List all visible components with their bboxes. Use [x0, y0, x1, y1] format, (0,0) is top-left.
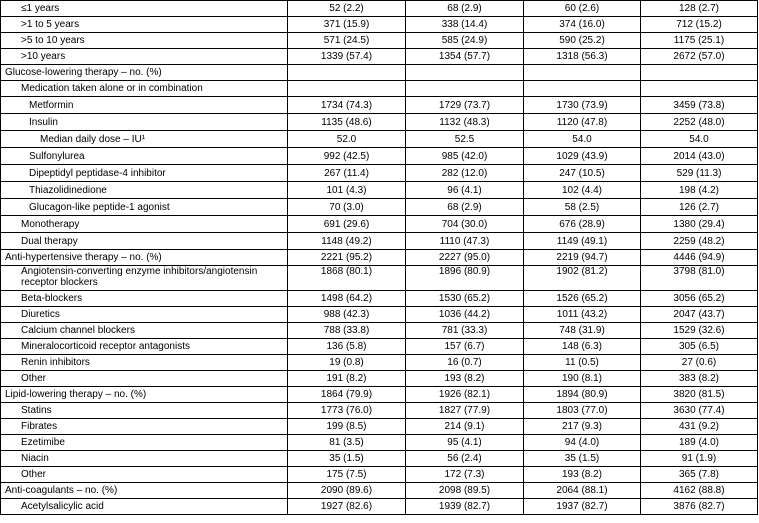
group-3-value: 54.0: [524, 131, 641, 148]
group-3-value: 748 (31.9): [524, 323, 641, 339]
row-label: Niacin: [1, 451, 288, 467]
group-2-value: 96 (4.1): [406, 182, 524, 199]
group-2-value: [406, 81, 524, 97]
table-row: [1, 114, 758, 131]
group-2-value: 2227 (95.0): [406, 250, 524, 266]
group-3-value: 2064 (88.1): [524, 483, 641, 499]
group-2-value: 1036 (44.2): [406, 307, 524, 323]
group-2-value: 157 (6.7): [406, 339, 524, 355]
row-label: Glucose-lowering therapy – no. (%): [1, 65, 288, 81]
group-2-value: 1729 (73.7): [406, 97, 524, 114]
group-3-value: 1149 (49.1): [524, 233, 641, 250]
total-value: 4162 (88.8): [641, 483, 758, 499]
group-1-value: 371 (15.9): [288, 17, 406, 33]
row-label: >5 to 10 years: [1, 33, 288, 49]
group-2-value: 985 (42.0): [406, 148, 524, 165]
group-3-value: 11 (0.5): [524, 355, 641, 371]
group-3-value: 1803 (77.0): [524, 403, 641, 419]
group-3-value: 374 (16.0): [524, 17, 641, 33]
total-value: 365 (7.8): [641, 467, 758, 483]
total-value: 2672 (57.0): [641, 49, 758, 65]
row-label: Statins: [1, 403, 288, 419]
group-1-value: 1868 (80.1): [288, 266, 406, 291]
table-row: [1, 435, 758, 451]
group-2-value: 781 (33.3): [406, 323, 524, 339]
group-2-value: 1132 (48.3): [406, 114, 524, 131]
group-3-value: 94 (4.0): [524, 435, 641, 451]
group-2-value: 1939 (82.7): [406, 499, 524, 515]
group-3-value: 148 (6.3): [524, 339, 641, 355]
row-label: Ezetimibe: [1, 435, 288, 451]
total-value: 3630 (77.4): [641, 403, 758, 419]
group-2-value: 1827 (77.9): [406, 403, 524, 419]
group-1-value: 101 (4.3): [288, 182, 406, 199]
table-row: [1, 97, 758, 114]
total-value: 128 (2.7): [641, 1, 758, 17]
group-2-value: 1530 (65.2): [406, 291, 524, 307]
row-label: Anti-coagulants – no. (%): [1, 483, 288, 499]
group-1-value: 1927 (82.6): [288, 499, 406, 515]
table-row: [1, 451, 758, 467]
group-3-value: 1526 (65.2): [524, 291, 641, 307]
table-row: [1, 250, 758, 266]
group-3-value: 60 (2.6): [524, 1, 641, 17]
table-row: [1, 323, 758, 339]
row-label: Sulfonylurea: [1, 148, 288, 165]
group-1-value: 1339 (57.4): [288, 49, 406, 65]
table-row: [1, 81, 758, 97]
group-1-value: 1864 (79.9): [288, 387, 406, 403]
row-label: Other: [1, 371, 288, 387]
total-value: 1380 (29.4): [641, 216, 758, 233]
group-1-value: 52 (2.2): [288, 1, 406, 17]
row-label: Fibrates: [1, 419, 288, 435]
table-row: [1, 216, 758, 233]
group-1-value: 992 (42.5): [288, 148, 406, 165]
total-value: [641, 81, 758, 97]
total-value: 1175 (25.1): [641, 33, 758, 49]
total-value: 189 (4.0): [641, 435, 758, 451]
table-row: [1, 17, 758, 33]
group-2-value: 2098 (89.5): [406, 483, 524, 499]
table-row: [1, 467, 758, 483]
group-3-value: 1120 (47.8): [524, 114, 641, 131]
table-row: [1, 403, 758, 419]
group-3-value: 2219 (94.7): [524, 250, 641, 266]
total-value: 91 (1.9): [641, 451, 758, 467]
total-value: 2047 (43.7): [641, 307, 758, 323]
total-value: 3798 (81.0): [641, 266, 758, 291]
group-2-value: 1110 (47.3): [406, 233, 524, 250]
table-row: [1, 131, 758, 148]
group-2-value: 95 (4.1): [406, 435, 524, 451]
group-3-value: 1902 (81.2): [524, 266, 641, 291]
row-label: Thiazolidinedione: [1, 182, 288, 199]
total-value: 712 (15.2): [641, 17, 758, 33]
table-row: [1, 339, 758, 355]
group-1-value: [288, 81, 406, 97]
total-value: 2014 (43.0): [641, 148, 758, 165]
total-value: 3876 (82.7): [641, 499, 758, 515]
total-value: 3056 (65.2): [641, 291, 758, 307]
row-label: Angiotensin-converting enzyme inhibitors/angiotensin receptor blockers: [1, 266, 288, 291]
group-2-value: 585 (24.9): [406, 33, 524, 49]
group-3-value: 1011 (43.2): [524, 307, 641, 323]
table-row: [1, 387, 758, 403]
group-1-value: 52.0: [288, 131, 406, 148]
table-row: [1, 355, 758, 371]
group-3-value: 676 (28.9): [524, 216, 641, 233]
group-1-value: 191 (8.2): [288, 371, 406, 387]
group-1-value: 81 (3.5): [288, 435, 406, 451]
table-row: [1, 1, 758, 17]
group-1-value: 1135 (48.6): [288, 114, 406, 131]
table-row: [1, 499, 758, 515]
group-1-value: 2090 (89.6): [288, 483, 406, 499]
total-value: [641, 65, 758, 81]
group-1-value: 19 (0.8): [288, 355, 406, 371]
group-1-value: 1734 (74.3): [288, 97, 406, 114]
group-2-value: 56 (2.4): [406, 451, 524, 467]
group-1-value: 1773 (76.0): [288, 403, 406, 419]
total-value: 54.0: [641, 131, 758, 148]
group-3-value: 217 (9.3): [524, 419, 641, 435]
total-value: 1529 (32.6): [641, 323, 758, 339]
row-label: Anti-hypertensive therapy – no. (%): [1, 250, 288, 266]
group-2-value: 172 (7.3): [406, 467, 524, 483]
table-body: [1, 1, 758, 515]
group-1-value: 691 (29.6): [288, 216, 406, 233]
group-2-value: 1896 (80.9): [406, 266, 524, 291]
group-3-value: 247 (10.5): [524, 165, 641, 182]
row-label: Dual therapy: [1, 233, 288, 250]
row-label: >10 years: [1, 49, 288, 65]
group-3-value: 1730 (73.9): [524, 97, 641, 114]
group-3-value: 190 (8.1): [524, 371, 641, 387]
row-label: Monotherapy: [1, 216, 288, 233]
table-row: [1, 182, 758, 199]
row-label: Beta-blockers: [1, 291, 288, 307]
row-label: Diuretics: [1, 307, 288, 323]
row-label: Dipeptidyl peptidase-4 inhibitor: [1, 165, 288, 182]
group-1-value: 988 (42.3): [288, 307, 406, 323]
row-label: Glucagon-like peptide-1 agonist: [1, 199, 288, 216]
table-row: [1, 65, 758, 81]
group-3-value: 193 (8.2): [524, 467, 641, 483]
total-value: 305 (6.5): [641, 339, 758, 355]
group-2-value: 68 (2.9): [406, 1, 524, 17]
total-value: 2259 (48.2): [641, 233, 758, 250]
total-value: 2252 (48.0): [641, 114, 758, 131]
row-label: Lipid-lowering therapy – no. (%): [1, 387, 288, 403]
group-2-value: 338 (14.4): [406, 17, 524, 33]
group-2-value: 52.5: [406, 131, 524, 148]
table-row: [1, 233, 758, 250]
group-1-value: 175 (7.5): [288, 467, 406, 483]
group-3-value: 1894 (80.9): [524, 387, 641, 403]
table-row: [1, 483, 758, 499]
total-value: 431 (9.2): [641, 419, 758, 435]
total-value: 27 (0.6): [641, 355, 758, 371]
total-value: 529 (11.3): [641, 165, 758, 182]
group-2-value: 704 (30.0): [406, 216, 524, 233]
total-value: 4446 (94.9): [641, 250, 758, 266]
row-label: Acetylsalicylic acid: [1, 499, 288, 515]
table-row: [1, 148, 758, 165]
table-row: [1, 165, 758, 182]
group-2-value: 68 (2.9): [406, 199, 524, 216]
group-1-value: 267 (11.4): [288, 165, 406, 182]
group-2-value: 282 (12.0): [406, 165, 524, 182]
group-2-value: 1354 (57.7): [406, 49, 524, 65]
row-label: Calcium channel blockers: [1, 323, 288, 339]
table-row: [1, 49, 758, 65]
group-2-value: [406, 65, 524, 81]
group-3-value: 1029 (43.9): [524, 148, 641, 165]
group-3-value: 102 (4.4): [524, 182, 641, 199]
group-1-value: 70 (3.0): [288, 199, 406, 216]
row-label: >1 to 5 years: [1, 17, 288, 33]
group-1-value: 2221 (95.2): [288, 250, 406, 266]
table-row: [1, 371, 758, 387]
group-3-value: 1318 (56.3): [524, 49, 641, 65]
row-label: Insulin: [1, 114, 288, 131]
group-3-value: 35 (1.5): [524, 451, 641, 467]
group-3-value: [524, 65, 641, 81]
table-row: [1, 266, 758, 291]
row-label: ≤1 years: [1, 1, 288, 17]
row-label: Medication taken alone or in combination: [1, 81, 288, 97]
total-value: 3820 (81.5): [641, 387, 758, 403]
group-1-value: 199 (8.5): [288, 419, 406, 435]
total-value: 198 (4.2): [641, 182, 758, 199]
group-2-value: 214 (9.1): [406, 419, 524, 435]
group-1-value: 136 (5.8): [288, 339, 406, 355]
total-value: 3459 (73.8): [641, 97, 758, 114]
row-label: Median daily dose – IU¹: [1, 131, 288, 148]
row-label: Other: [1, 467, 288, 483]
group-2-value: 1926 (82.1): [406, 387, 524, 403]
table-row: [1, 307, 758, 323]
group-3-value: 590 (25.2): [524, 33, 641, 49]
group-1-value: 35 (1.5): [288, 451, 406, 467]
group-1-value: 1498 (64.2): [288, 291, 406, 307]
group-1-value: 788 (33.8): [288, 323, 406, 339]
table-row: [1, 199, 758, 216]
table-row: [1, 291, 758, 307]
total-value: 126 (2.7): [641, 199, 758, 216]
group-1-value: 571 (24.5): [288, 33, 406, 49]
group-1-value: [288, 65, 406, 81]
group-3-value: [524, 81, 641, 97]
table-row: [1, 33, 758, 49]
group-3-value: 58 (2.5): [524, 199, 641, 216]
row-label: Metformin: [1, 97, 288, 114]
table-row: [1, 419, 758, 435]
group-2-value: 193 (8.2): [406, 371, 524, 387]
row-label: Renin inhibitors: [1, 355, 288, 371]
group-3-value: 1937 (82.7): [524, 499, 641, 515]
row-label: Mineralocorticoid receptor antagonists: [1, 339, 288, 355]
total-value: 383 (8.2): [641, 371, 758, 387]
group-1-value: 1148 (49.2): [288, 233, 406, 250]
group-2-value: 16 (0.7): [406, 355, 524, 371]
